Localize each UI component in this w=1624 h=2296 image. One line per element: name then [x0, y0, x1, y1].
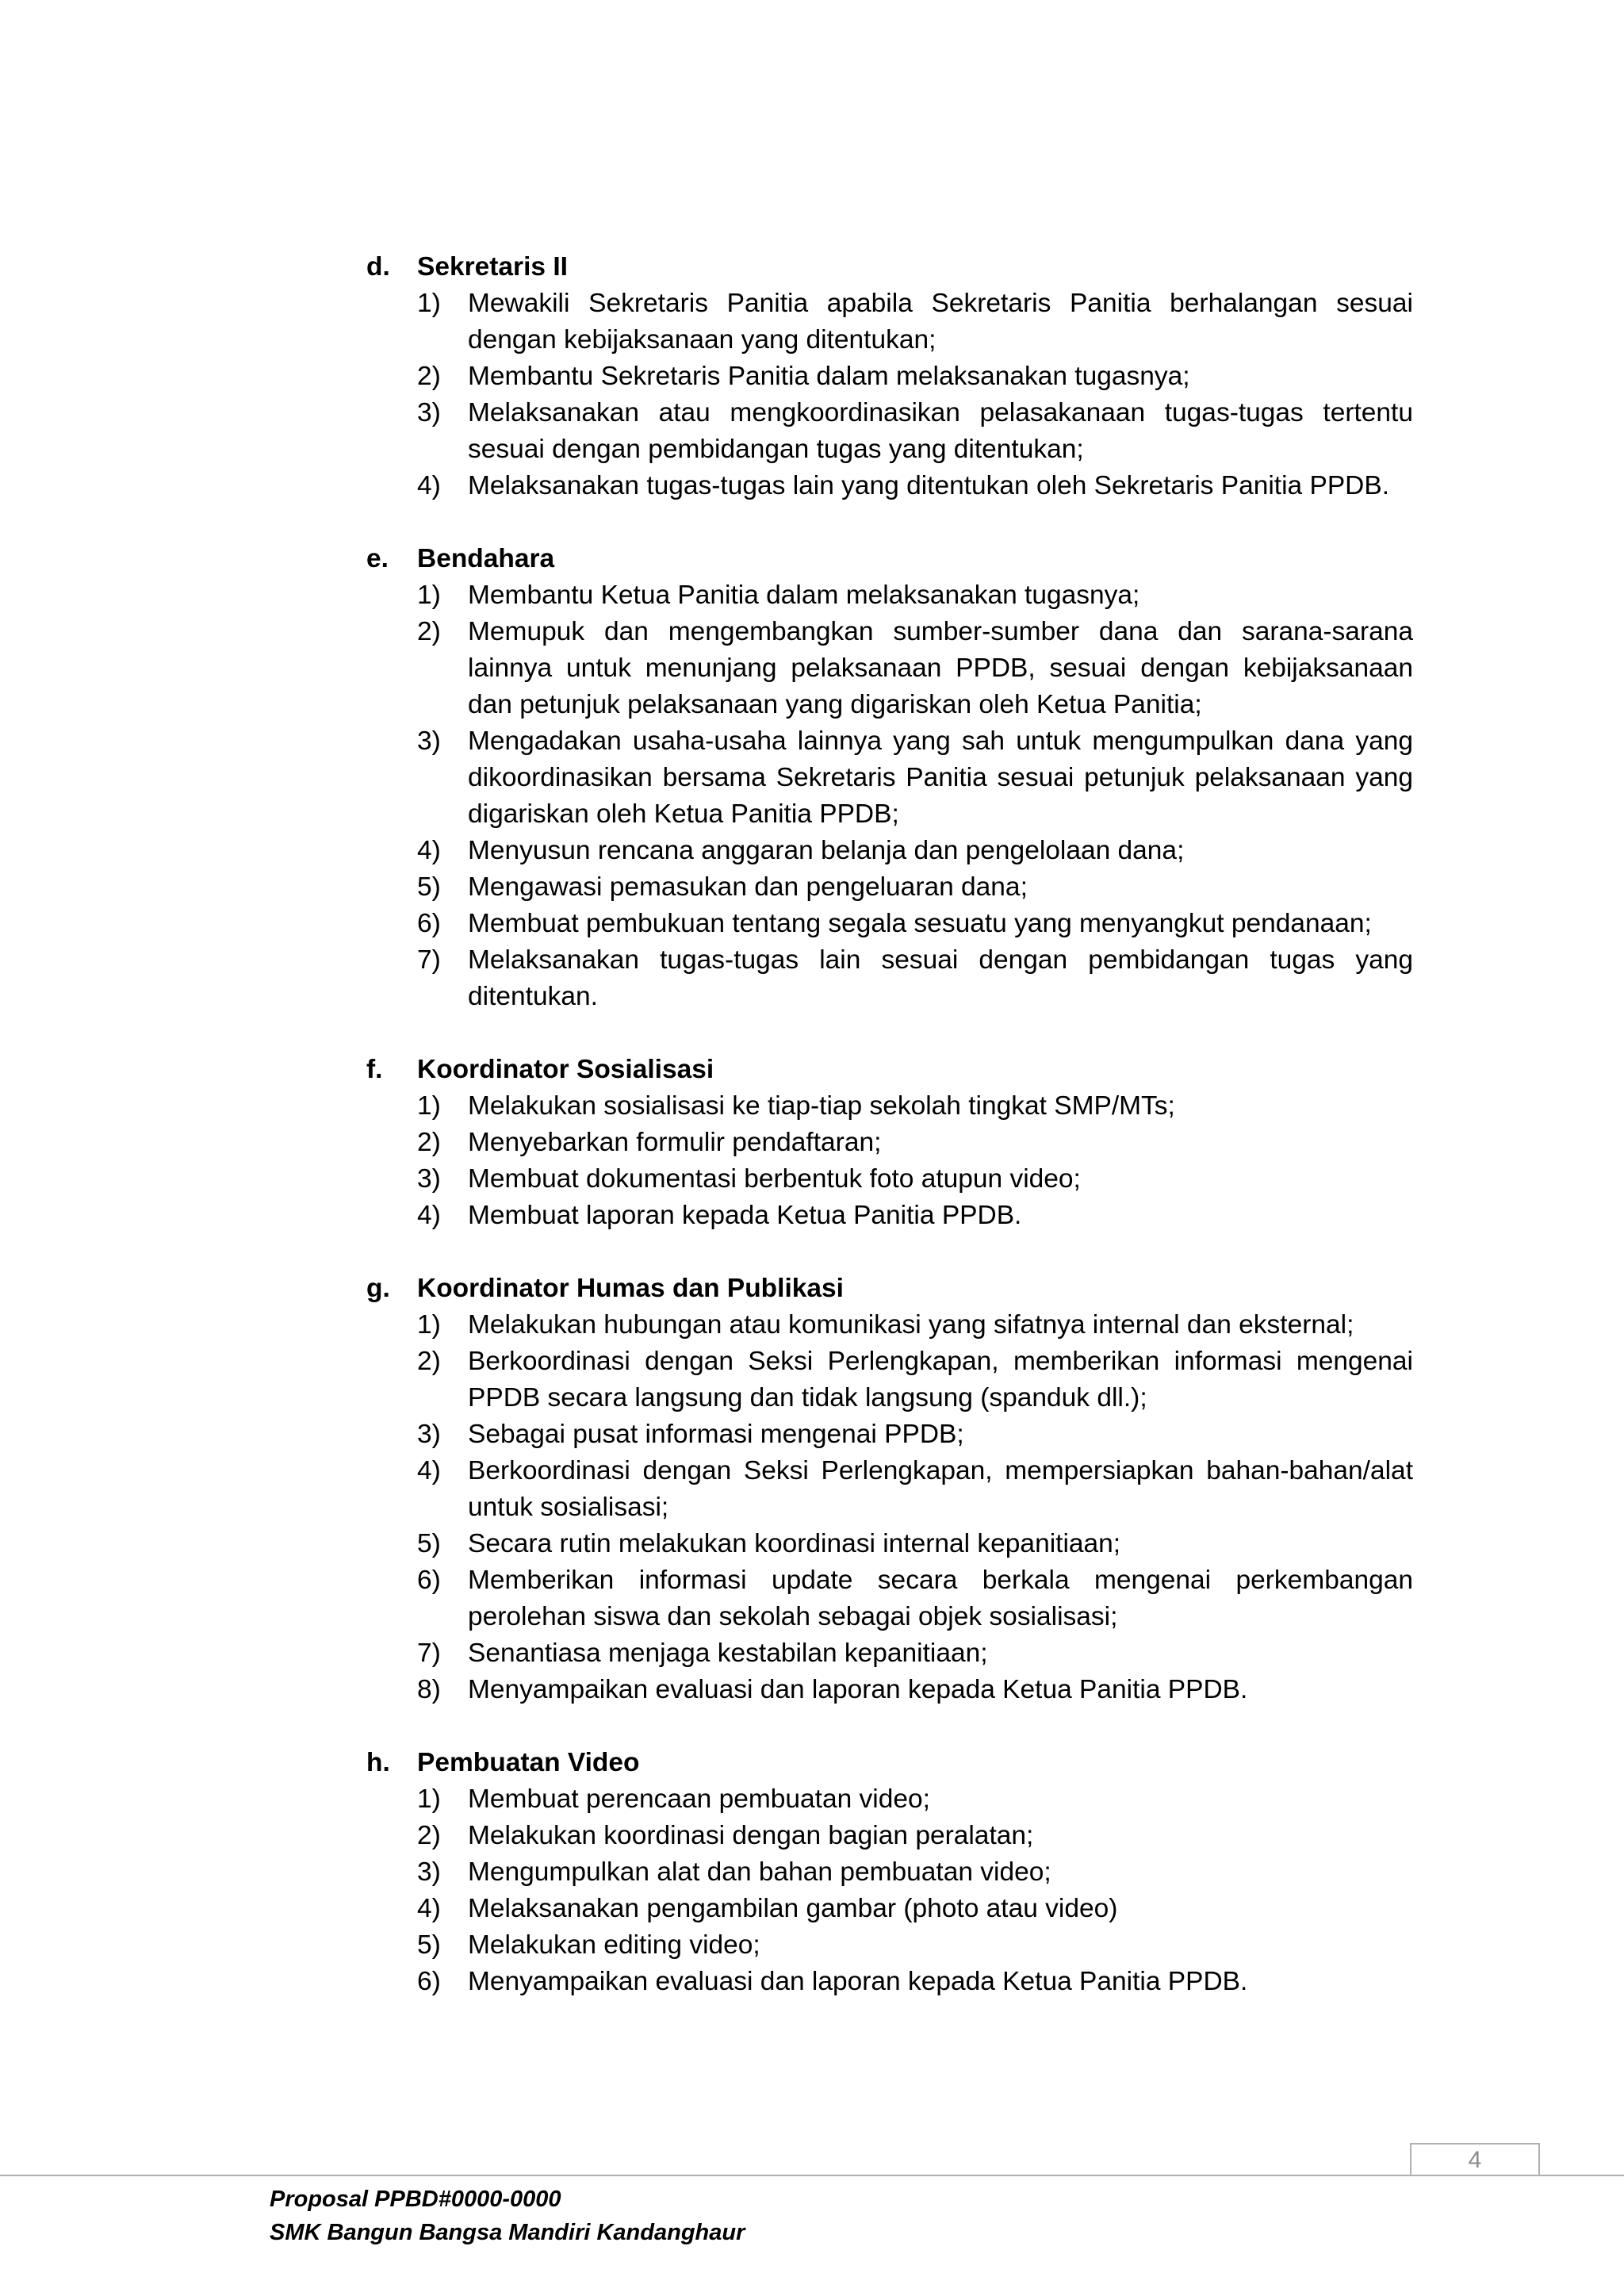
section — [366, 541, 1413, 1015]
list-item — [366, 1854, 1413, 1891]
list-item — [366, 1781, 1413, 1818]
list-item-text: Berkoordinasi dengan Seksi Perlengkapan, mempersiapkan bahan-bahan/alat untuk sosialisasi; — [468, 1456, 1413, 1522]
list-item — [366, 942, 1413, 1015]
list-item-text: Membantu Ketua Panitia dalam melaksanakan tugasnya; — [468, 581, 1140, 610]
list-item-number: 6) — [417, 1566, 441, 1595]
list-item-number: 1) — [417, 581, 441, 610]
list-item-number: 8) — [417, 1675, 441, 1704]
section-title: Koordinator Sosialisasi — [417, 1055, 714, 1084]
list-item-text: Melakukan editing video; — [468, 1930, 760, 1960]
list-item-text: Membuat perencaan pembuatan video; — [468, 1784, 930, 1814]
list-item-text: Secara rutin melakukan koordinasi internal kepanitiaan; — [468, 1529, 1121, 1558]
list-item-text: Menyebarkan formulir pendaftaran; — [468, 1128, 882, 1157]
list-item-number: 3) — [417, 398, 441, 427]
section-heading — [366, 249, 1413, 286]
list-item-number: 1) — [417, 289, 441, 318]
list-item — [366, 1125, 1413, 1161]
list-item-number: 4) — [417, 471, 441, 500]
list-item — [366, 1088, 1413, 1125]
list-item — [366, 1416, 1413, 1453]
list-item-number: 4) — [417, 1894, 441, 1923]
list-item-number: 2) — [417, 362, 441, 391]
list-item — [366, 1307, 1413, 1343]
list-item-number: 7) — [417, 945, 441, 975]
list-item-number: 2) — [417, 1347, 441, 1376]
list-item — [366, 1198, 1413, 1234]
list-item-number: 3) — [417, 1164, 441, 1194]
list-item-text: Melaksanakan tugas-tugas lain yang ditentukan oleh Sekretaris Panitia PPDB. — [468, 471, 1390, 500]
section-letter: e. — [366, 544, 389, 573]
list-item — [366, 869, 1413, 906]
list-item-number: 4) — [417, 1201, 441, 1230]
list-item-number: 2) — [417, 1821, 441, 1850]
list-item — [366, 833, 1413, 869]
list-item-text: Membantu Sekretaris Panitia dalam melaksanakan tugasnya; — [468, 362, 1190, 391]
list-item — [366, 577, 1413, 614]
list-item — [366, 395, 1413, 468]
list-item — [366, 906, 1413, 942]
list-item-number: 3) — [417, 726, 441, 756]
list-item-number: 7) — [417, 1639, 441, 1668]
section-heading — [366, 1271, 1413, 1307]
section-heading — [366, 1745, 1413, 1781]
list-item-text: Membuat pembukuan tentang segala sesuatu yang menyangkut pendanaan; — [468, 909, 1372, 938]
section-title: Bendahara — [417, 544, 555, 573]
section-title: Pembuatan Video — [417, 1748, 640, 1777]
list-item-number: 2) — [417, 1128, 441, 1157]
footer-proposal-id: Proposal PPBD#0000-0000 — [270, 2187, 561, 2212]
list-item — [366, 1161, 1413, 1198]
footer-school-name: SMK Bangun Bangsa Mandiri Kandanghaur — [270, 2220, 745, 2245]
list-item-text: Menyampaikan evaluasi dan laporan kepada Ketua Panitia PPDB. — [468, 1967, 1248, 1996]
list-item — [366, 1964, 1413, 2000]
list-item-text: Menyampaikan evaluasi dan laporan kepada Ketua Panitia PPDB. — [468, 1675, 1248, 1704]
list-item — [366, 358, 1413, 395]
list-item-text: Membuat laporan kepada Ketua Panitia PPDB. — [468, 1201, 1022, 1230]
footer-divider — [0, 2175, 1624, 2176]
list-item-number: 1) — [417, 1091, 441, 1121]
list-item-text: Menyusun rencana anggaran belanja dan pengelolaan dana; — [468, 836, 1185, 865]
list-item-number: 6) — [417, 909, 441, 938]
list-item — [366, 614, 1413, 723]
list-item — [366, 1927, 1413, 1964]
list-item-text: Melaksanakan tugas-tugas lain sesuai dengan pembidangan tugas yang ditentukan. — [468, 945, 1413, 1011]
list-item-number: 5) — [417, 1529, 441, 1558]
list-item-number: 6) — [417, 1967, 441, 1996]
page-number-box — [1410, 2143, 1540, 2175]
list-item — [366, 1818, 1413, 1854]
section — [366, 1271, 1413, 1708]
section — [366, 1052, 1413, 1234]
section-letter: h. — [366, 1748, 390, 1777]
section — [366, 249, 1413, 504]
document-body — [366, 249, 1413, 2037]
section-heading — [366, 541, 1413, 577]
section-title: Sekretaris II — [417, 252, 568, 282]
list-item-number: 5) — [417, 1930, 441, 1960]
list-item — [366, 468, 1413, 504]
list-item-text: Mengadakan usaha-usaha lainnya yang sah untuk mengumpulkan dana yang dikoordinasikan bersama Sekretaris Panitia sesuai petunjuk pelaksanaan yang digariskan oleh Ketua Panitia PPDB; — [468, 726, 1413, 829]
list-item-text: Sebagai pusat informasi mengenai PPDB; — [468, 1420, 964, 1449]
list-item-text: Mengawasi pemasukan dan pengeluaran dana; — [468, 872, 1028, 902]
section — [366, 1745, 1413, 2000]
list-item-text: Melakukan sosialisasi ke tiap-tiap sekolah tingkat SMP/MTs; — [468, 1091, 1175, 1121]
list-item-text: Mewakili Sekretaris Panitia apabila Sekretaris Panitia berhalangan sesuai dengan kebijaksanaan yang ditentukan; — [468, 289, 1413, 355]
section-letter: d. — [366, 252, 390, 282]
list-item-number: 3) — [417, 1420, 441, 1449]
list-item-number: 4) — [417, 836, 441, 865]
list-item-text: Memberikan informasi update secara berkala mengenai perkembangan perolehan siswa dan sekolah sebagai objek sosialisasi; — [468, 1566, 1413, 1631]
list-item — [366, 723, 1413, 833]
list-item-text: Membuat dokumentasi berbentuk foto atupun video; — [468, 1164, 1081, 1194]
list-item — [366, 1635, 1413, 1672]
page-number: 4 — [1468, 2147, 1482, 2173]
list-item-text: Senantiasa menjaga kestabilan kepanitiaan; — [468, 1639, 988, 1668]
list-item-text: Melaksanakan pengambilan gambar (photo atau video) — [468, 1894, 1118, 1923]
list-item — [366, 1343, 1413, 1416]
section-letter: f. — [366, 1055, 383, 1084]
section-heading — [366, 1052, 1413, 1088]
section-letter: g. — [366, 1274, 390, 1303]
list-item — [366, 1526, 1413, 1562]
list-item-number: 4) — [417, 1456, 441, 1485]
list-item-number: 3) — [417, 1857, 441, 1887]
list-item-number: 5) — [417, 872, 441, 902]
list-item — [366, 1562, 1413, 1635]
list-item-text: Melaksanakan atau mengkoordinasikan pelasakanaan tugas-tugas tertentu sesuai dengan pembidangan tugas yang ditentukan; — [468, 398, 1413, 464]
list-item — [366, 1453, 1413, 1526]
section-title: Koordinator Humas dan Publikasi — [417, 1274, 844, 1303]
list-item-text: Melakukan koordinasi dengan bagian peralatan; — [468, 1821, 1034, 1850]
list-item-text: Mengumpulkan alat dan bahan pembuatan video; — [468, 1857, 1051, 1887]
list-item — [366, 286, 1413, 358]
footer — [270, 2183, 745, 2249]
list-item-number: 1) — [417, 1310, 441, 1340]
list-item-number: 1) — [417, 1784, 441, 1814]
list-item-text: Berkoordinasi dengan Seksi Perlengkapan, memberikan informasi mengenai PPDB secara langsung dan tidak langsung (spanduk dll.); — [468, 1347, 1413, 1412]
list-item-text: Memupuk dan mengembangkan sumber-sumber dana dan sarana-sarana lainnya untuk menunjang pelaksanaan PPDB, sesuai dengan kebijaksanaan dan petunjuk pelaksanaan yang digariskan oleh Ketua Panitia; — [468, 617, 1413, 719]
list-item-text: Melakukan hubungan atau komunikasi yang sifatnya internal dan eksternal; — [468, 1310, 1354, 1340]
list-item — [366, 1672, 1413, 1708]
list-item-number: 2) — [417, 617, 441, 646]
list-item — [366, 1891, 1413, 1927]
